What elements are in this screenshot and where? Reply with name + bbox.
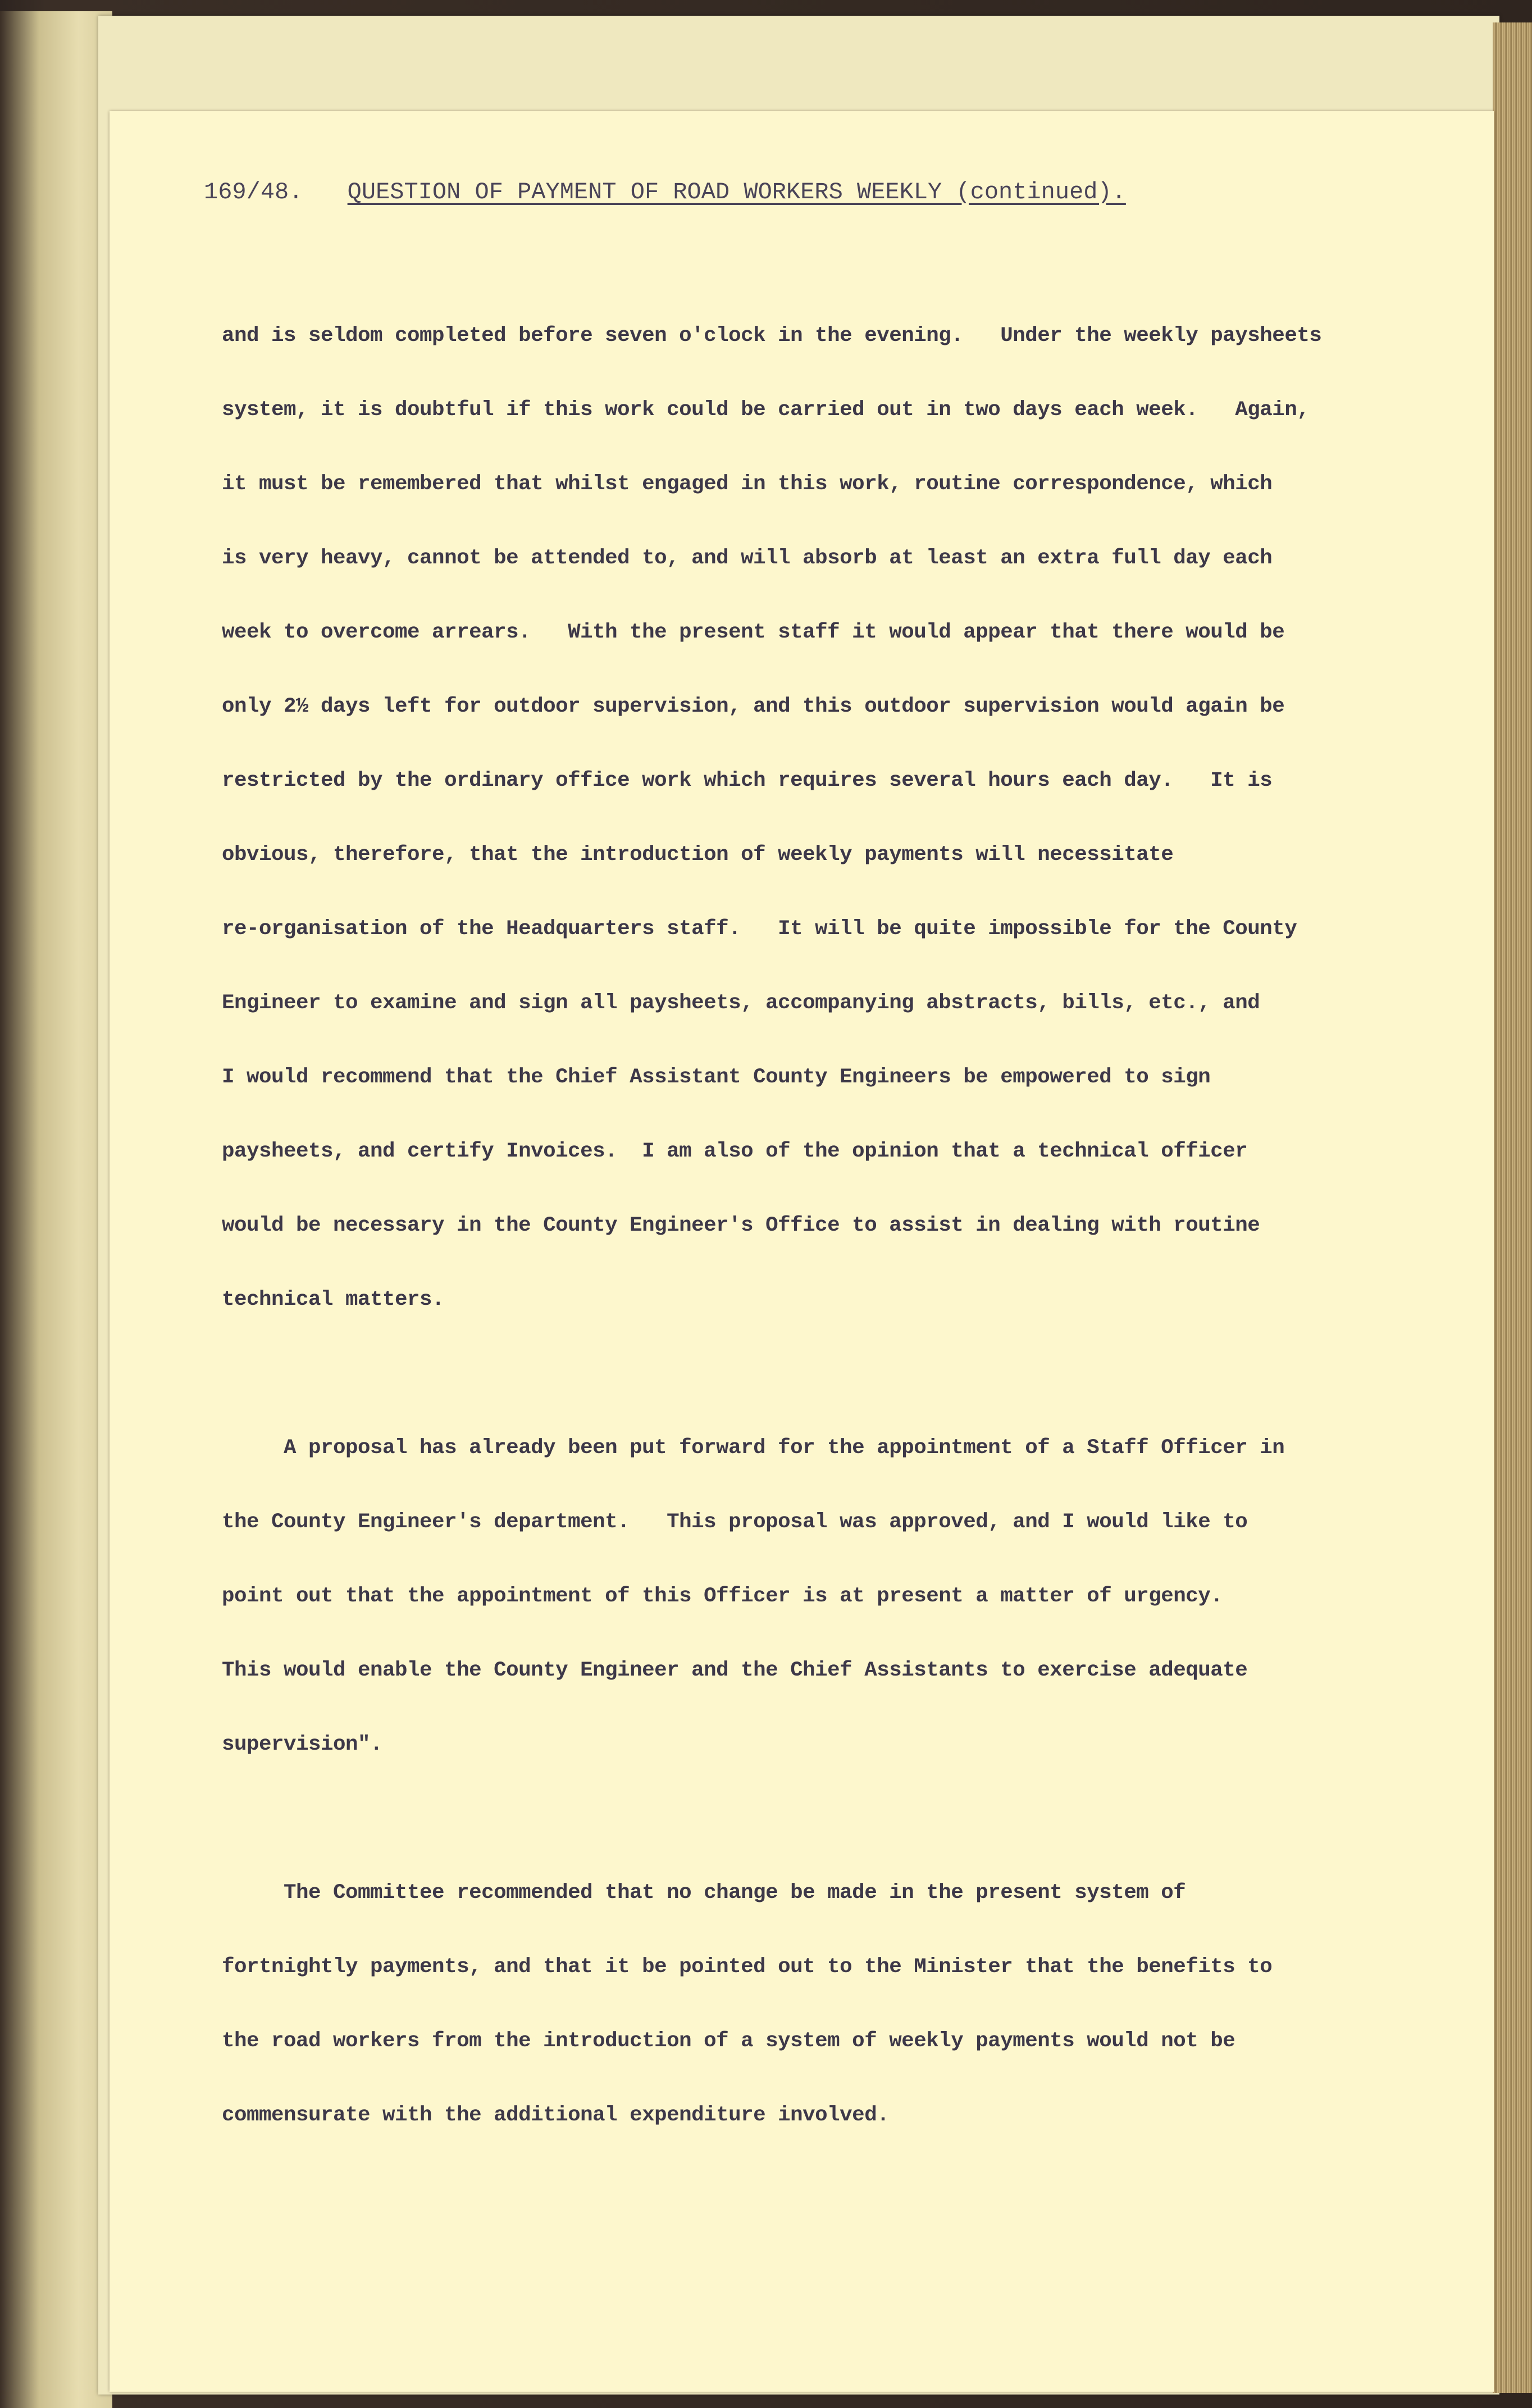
text-line: Engineer to examine and sign all paysheets, accompanying abstracts, bills, etc., and	[222, 991, 1260, 1015]
paragraph-1	[222, 274, 1469, 1362]
minute-number: 169/48.	[204, 179, 303, 206]
text-line: A proposal has already been put forward for the appointment of a Staff Officer in	[222, 1436, 1285, 1460]
text-line: would be necessary in the County Engineer's Office to assist in dealing with routine	[222, 1214, 1260, 1237]
text-line: I would recommend that the Chief Assistant County Engineers be empowered to sign	[222, 1066, 1211, 1089]
text-line: system, it is doubtful if this work could be carried out in two days each week. Again,	[222, 398, 1310, 422]
text-line: supervision".	[222, 1733, 383, 1756]
typed-page	[110, 111, 1494, 2392]
text-line: The Committee recommended that no change be made in the present system of	[222, 1881, 1186, 1905]
ledger-page-edges	[1493, 22, 1532, 2393]
text-line: is very heavy, cannot be attended to, and will absorb at least an extra full day each	[222, 547, 1273, 570]
text-line: week to overcome arrears. With the present staff it would appear that there would be	[222, 621, 1285, 644]
text-line: This would enable the County Engineer and the Chief Assistants to exercise adequate	[222, 1659, 1248, 1682]
text-line: obvious, therefore, that the introduction of weekly payments will necessitate	[222, 843, 1174, 867]
text-line: only 2½ days left for outdoor supervision, and this outdoor supervision would again be	[222, 695, 1285, 718]
text-line: the County Engineer's department. This proposal was approved, and I would like to	[222, 1510, 1248, 1534]
document-body	[222, 274, 1469, 2177]
paragraph-3	[222, 1831, 1469, 2177]
text-line: point out that the appointment of this Officer is at present a matter of urgency.	[222, 1585, 1223, 1608]
text-line: commensurate with the additional expenditure involved.	[222, 2104, 890, 2127]
text-line: paysheets, and certify Invoices. I am also of the opinion that a technical officer	[222, 1140, 1248, 1163]
text-line: fortnightly payments, and that it be pointed out to the Minister that the benefits to	[222, 1955, 1273, 1979]
ledger-left-page	[0, 11, 112, 2408]
text-line: technical matters.	[222, 1288, 445, 1312]
document-title: QUESTION OF PAYMENT OF ROAD WORKERS WEEKLY (continued).	[347, 179, 1126, 206]
text-line: and is seldom completed before seven o'clock in the evening. Under the weekly paysheets	[222, 324, 1322, 348]
document-header	[204, 179, 1126, 206]
text-line: re-organisation of the Headquarters staff. It will be quite impossible for the County	[222, 917, 1297, 941]
paragraph-2	[222, 1386, 1469, 1806]
text-line: it must be remembered that whilst engaged in this work, routine correspondence, which	[222, 472, 1273, 496]
text-line: restricted by the ordinary office work which requires several hours each day. It is	[222, 769, 1273, 793]
text-line: the road workers from the introduction of a system of weekly payments would not be	[222, 2029, 1235, 2053]
